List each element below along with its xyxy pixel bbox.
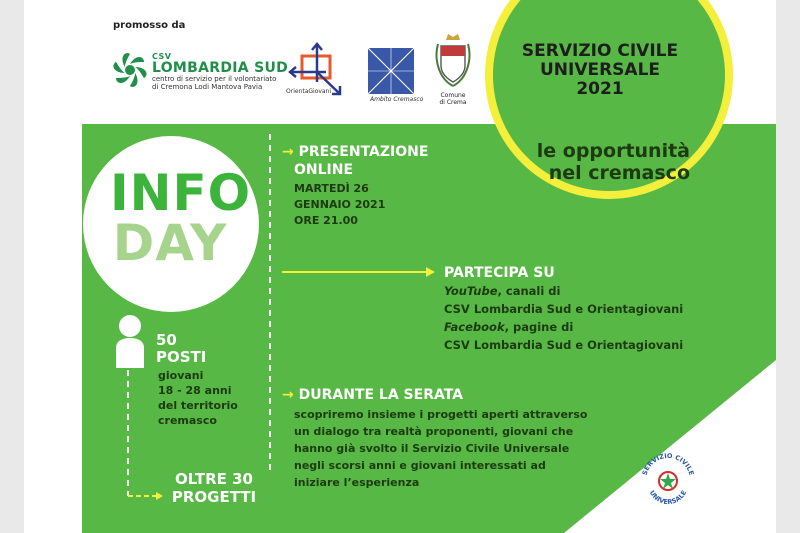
durante-l2: un dialogo tra realtà proponenti, giovani che <box>294 425 574 438</box>
comune-line2: di Crema <box>439 99 467 106</box>
facebook-rest: , pagine di <box>504 320 574 334</box>
youtube-label[interactable]: YouTube <box>444 284 498 298</box>
partecipa-section <box>444 264 744 354</box>
youtube-rest: , canali di <box>497 284 561 298</box>
durante-l3: hanno già svolto il Servizio Civile Universale <box>294 442 570 455</box>
presentazione-head2: ONLINE <box>294 162 354 178</box>
csv-name: LOMBARDIA SUD <box>152 60 289 76</box>
date-line1: MARTEDÌ 26 <box>294 182 369 195</box>
scu-top-text: SERVIZIO CIVILE <box>640 451 696 477</box>
durante-l4: negli scorsi anni e giovani interessati ad <box>294 459 546 472</box>
presentazione-section <box>282 143 502 229</box>
orientagiovani-label: OrientaGiovani <box>286 88 332 95</box>
presentazione-head <box>282 143 502 161</box>
posti-label: POSTI <box>156 348 207 366</box>
scu-bottom-text: UNIVERSALE <box>647 488 689 507</box>
csv-label: CSV <box>152 52 172 61</box>
facebook-line <box>444 318 744 336</box>
date-line2: GENNAIO 2021 <box>294 198 386 211</box>
partecipa-head: PARTECIPA SU <box>444 265 555 281</box>
csv-sub2: di Cremona Lodi Mantova Pavia <box>152 83 263 91</box>
arrow-icon: → <box>282 387 294 403</box>
time-line: ORE 21.00 <box>294 214 358 227</box>
ambito-cremasco-label: Ambito Cremasco <box>370 96 424 103</box>
presentazione-head1: PRESENTAZIONE <box>298 144 429 160</box>
poster <box>24 0 776 533</box>
durante-head <box>282 386 622 404</box>
title-line1: SERVIZIO CIVILE <box>521 41 679 61</box>
progetti-section <box>164 470 264 506</box>
youtube-line <box>444 282 744 300</box>
promoted-by-label: promosso da <box>113 20 186 31</box>
partecipa-body <box>444 282 744 354</box>
infoday-line2: DAY <box>112 214 228 272</box>
person-icon <box>112 314 148 368</box>
progetti-l1: OLTRE 30 <box>175 470 253 488</box>
scu-logo-icon <box>638 450 698 510</box>
title-line2: UNIVERSALE <box>539 60 661 80</box>
posti-number: 50 <box>156 331 177 349</box>
facebook-pages: CSV Lombardia Sud e Orientagiovani <box>444 338 684 352</box>
posti-section <box>156 332 238 428</box>
durante-l5: iniziare l’esperienza <box>294 476 420 489</box>
posti-l2: 18 - 28 anni <box>158 384 232 397</box>
posti-body <box>158 368 238 428</box>
comune-line1: Comune <box>440 92 466 99</box>
presentazione-date <box>294 181 502 229</box>
arrow-icon: → <box>282 144 294 160</box>
posti-l1: giovani <box>158 369 204 382</box>
subtitle-line1: le opportunità <box>536 140 690 162</box>
durante-head-text: DURANTE LA SERATA <box>298 387 464 403</box>
progetti-l2: PROGETTI <box>171 488 257 506</box>
youtube-channels: CSV Lombardia Sud e Orientagiovani <box>444 302 684 316</box>
durante-l1: scopriremo insieme i progetti aperti attraverso <box>294 408 588 421</box>
title-year: 2021 <box>576 79 624 99</box>
svg-text:UNIVERSALE <box>648 489 688 506</box>
facebook-label[interactable]: Facebook <box>444 320 505 334</box>
posti-l3: del territorio <box>158 399 238 412</box>
subtitle-line2: nel cremasco <box>548 162 690 184</box>
posti-l4: cremasco <box>158 414 217 427</box>
durante-section <box>282 386 622 491</box>
infoday-line1: INFO <box>110 164 252 222</box>
csv-sub1: centro di servizio per il volontariato <box>152 75 277 83</box>
durante-body <box>294 406 622 491</box>
